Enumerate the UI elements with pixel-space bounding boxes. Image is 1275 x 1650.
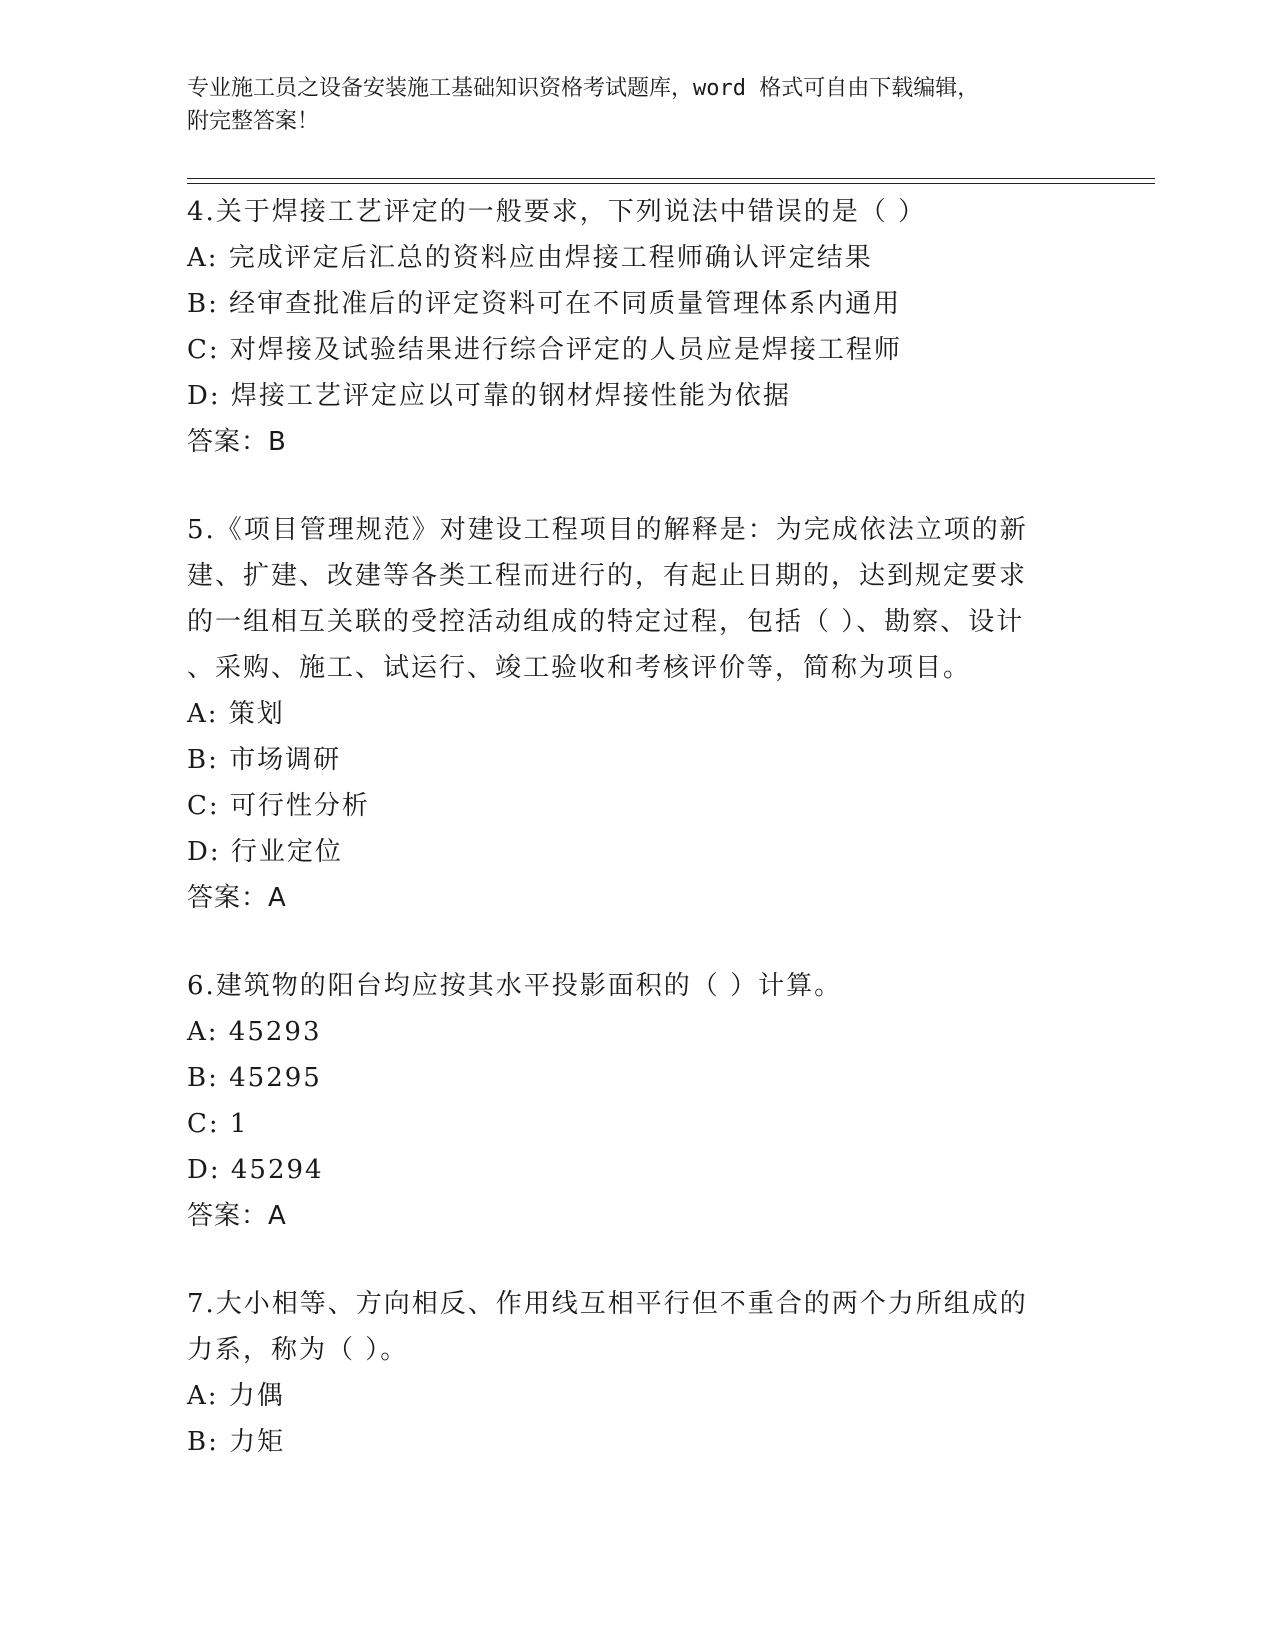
option-a: A: 力偶 [187, 1381, 285, 1411]
header-divider-bottom [187, 183, 1155, 184]
header-divider-top [187, 178, 1155, 179]
question-stem: 6.建筑物的阳台均应按其水平投影面积的（ ）计算。 [187, 971, 843, 1001]
option-d: D: 行业定位 [187, 837, 343, 867]
question-stem-continued: 建、扩建、改建等各类工程而进行的，有起止日期的，达到规定要求 [187, 561, 1028, 591]
header-line-1: 专业施工员之设备安装施工基础知识资格考试题库，word 格式可自由下载编辑， [187, 76, 980, 101]
question-list [187, 189, 1087, 1465]
option-b: B: 45295 [187, 1063, 322, 1093]
option-b: B: 市场调研 [187, 745, 342, 775]
answer-label: 答案：A [187, 1201, 287, 1231]
question-block [187, 963, 1087, 1239]
option-d: D: 45294 [187, 1155, 324, 1185]
question-stem: 5.《项目管理规范》对建设工程项目的解释是：为完成依法立项的新 [187, 515, 1028, 545]
option-b: B: 力矩 [187, 1427, 286, 1457]
question-block [187, 507, 1087, 921]
option-b: B: 经审查批准后的评定资料可在不同质量管理体系内通用 [187, 289, 902, 319]
document-header [187, 72, 1067, 138]
question-stem-continued: 力系，称为（ ）。 [187, 1335, 409, 1365]
header-line-2: 附完整答案！ [187, 109, 320, 134]
question-stem-continued: 、采购、施工、试运行、竣工验收和考核评价等，简称为项目。 [187, 653, 972, 683]
option-c: C: 对焊接及试验结果进行综合评定的人员应是焊接工程师 [187, 335, 902, 365]
option-c: C: 可行性分析 [187, 791, 370, 821]
option-a: A: 策划 [187, 699, 285, 729]
option-d: D: 焊接工艺评定应以可靠的钢材焊接性能为依据 [187, 381, 791, 411]
option-c: C: 1 [187, 1109, 249, 1139]
option-a: A: 45293 [187, 1017, 322, 1047]
question-stem: 4.关于焊接工艺评定的一般要求，下列说法中错误的是（ ） [187, 197, 927, 227]
answer-label: 答案：A [187, 883, 287, 913]
question-block [187, 189, 1087, 465]
option-a: A: 完成评定后汇总的资料应由焊接工程师确认评定结果 [187, 243, 873, 273]
spacer [187, 921, 1087, 963]
spacer [187, 1239, 1087, 1281]
spacer [187, 465, 1087, 507]
question-block [187, 1281, 1087, 1465]
question-stem: 7.大小相等、方向相反、作用线互相平行但不重合的两个力所组成的 [187, 1289, 1028, 1319]
answer-label: 答案：B [187, 427, 287, 457]
question-stem-continued: 的一组相互关联的受控活动组成的特定过程，包括（ ）、勘察、设计 [187, 607, 1025, 637]
